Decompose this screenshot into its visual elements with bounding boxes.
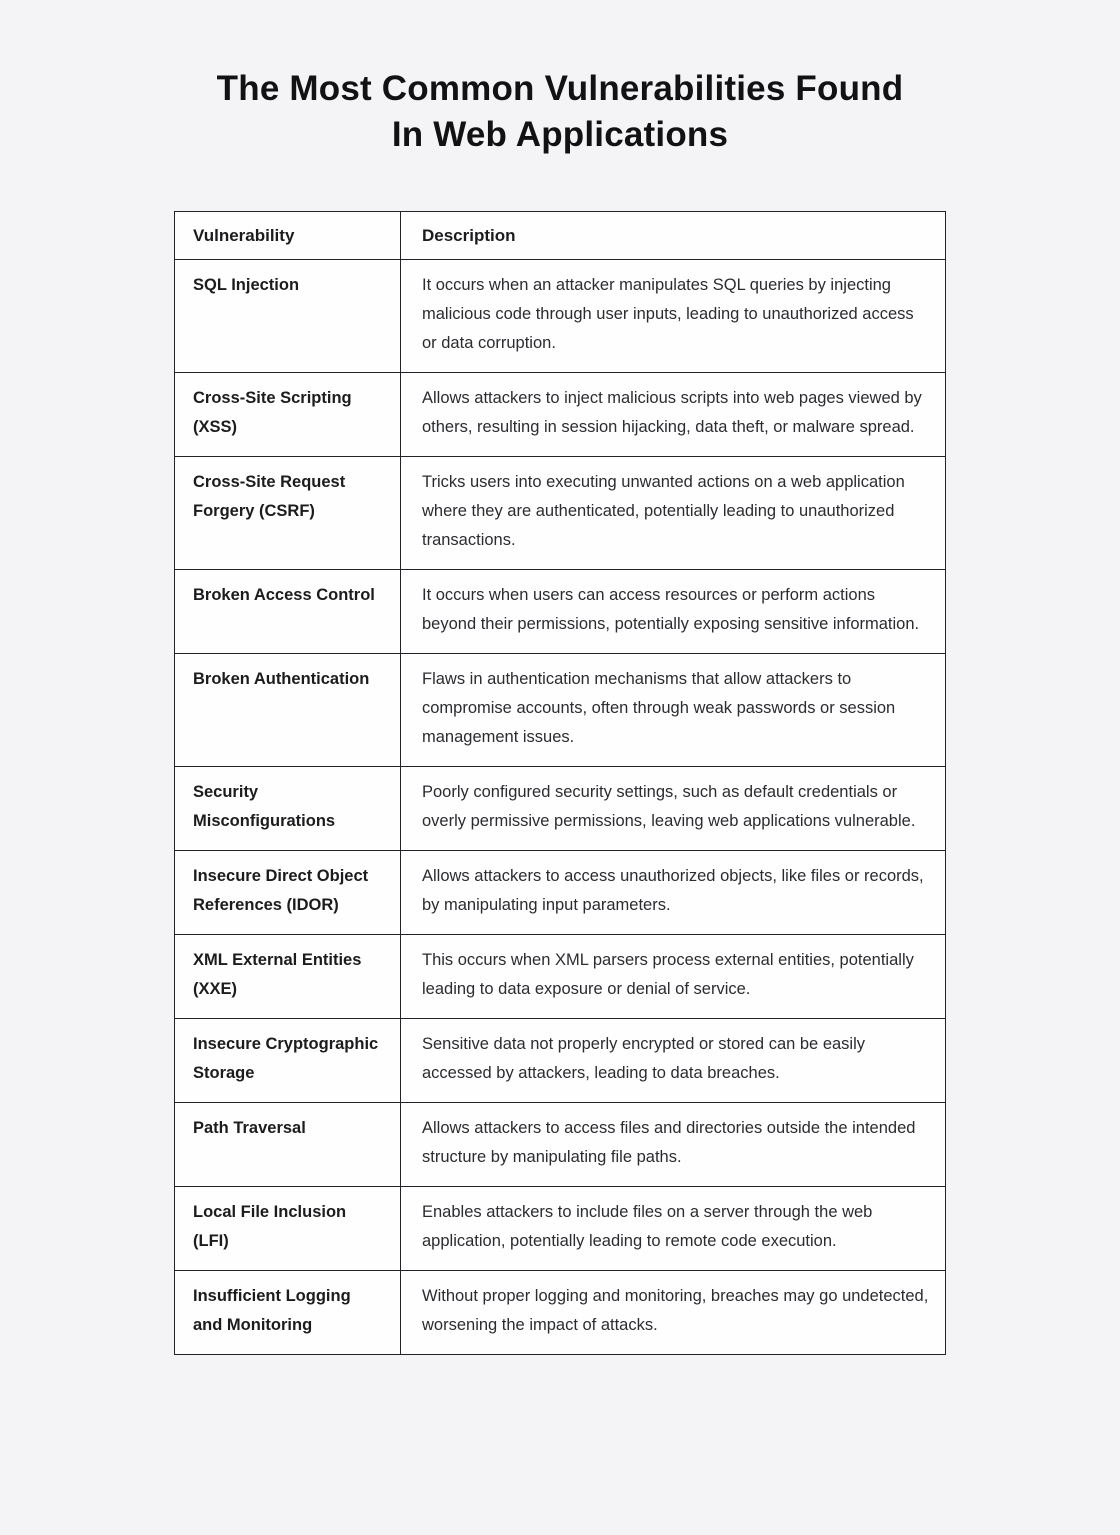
column-header-description: Description bbox=[401, 212, 946, 260]
table-row bbox=[175, 457, 946, 570]
vulnerability-description-cell: Allows attackers to inject malicious scripts into web pages viewed by others, resulting in session hijacking, data theft, or malware spread. bbox=[401, 373, 946, 457]
table-row bbox=[175, 767, 946, 851]
vulnerability-description-cell: Poorly configured security settings, such as default credentials or overly permissive permissions, leaving web applications vulnerable. bbox=[401, 767, 946, 851]
table-row bbox=[175, 570, 946, 654]
vulnerability-name-cell: Insufficient Logging and Monitoring bbox=[175, 1271, 401, 1355]
vulnerability-description-cell: Enables attackers to include files on a server through the web application, potentially leading to remote code execution. bbox=[401, 1187, 946, 1271]
page-title bbox=[0, 66, 1120, 158]
vulnerability-name-cell: Cross-Site Request Forgery (CSRF) bbox=[175, 457, 401, 570]
table-row bbox=[175, 1271, 946, 1355]
vulnerability-name-cell: SQL Injection bbox=[175, 260, 401, 373]
vulnerability-description-cell: Sensitive data not properly encrypted or stored can be easily accessed by attackers, leading to data breaches. bbox=[401, 1019, 946, 1103]
vulnerability-description-cell: This occurs when XML parsers process external entities, potentially leading to data exposure or denial of service. bbox=[401, 935, 946, 1019]
vulnerability-description-cell: Tricks users into executing unwanted actions on a web application where they are authenticated, potentially leading to unauthorized transactions. bbox=[401, 457, 946, 570]
vulnerability-name-cell: Insecure Cryptographic Storage bbox=[175, 1019, 401, 1103]
vulnerability-description-cell: Allows attackers to access unauthorized objects, like files or records, by manipulating input parameters. bbox=[401, 851, 946, 935]
vulnerability-name-cell: Broken Access Control bbox=[175, 570, 401, 654]
vulnerability-name-cell: Broken Authentication bbox=[175, 654, 401, 767]
table-row bbox=[175, 1019, 946, 1103]
page-title-line1: The Most Common Vulnerabilities Found bbox=[216, 69, 904, 108]
table-row bbox=[175, 654, 946, 767]
table-row bbox=[175, 851, 946, 935]
vulnerability-name-cell: Path Traversal bbox=[175, 1103, 401, 1187]
column-header-vulnerability: Vulnerability bbox=[175, 212, 401, 260]
vulnerability-description-cell: It occurs when users can access resources or perform actions beyond their permissions, potentially exposing sensitive information. bbox=[401, 570, 946, 654]
vulnerability-description-cell: Allows attackers to access files and directories outside the intended structure by manipulating file paths. bbox=[401, 1103, 946, 1187]
vulnerability-description-cell: Without proper logging and monitoring, breaches may go undetected, worsening the impact of attacks. bbox=[401, 1271, 946, 1355]
table-header bbox=[175, 212, 946, 260]
vulnerability-name-cell: Security Misconfigurations bbox=[175, 767, 401, 851]
vulnerability-name-cell: Insecure Direct Object References (IDOR) bbox=[175, 851, 401, 935]
vulnerability-description-cell: It occurs when an attacker manipulates SQL queries by injecting malicious code through user inputs, leading to unauthorized access or data corruption. bbox=[401, 260, 946, 373]
table-row bbox=[175, 373, 946, 457]
table-row bbox=[175, 260, 946, 373]
vulnerability-description-cell: Flaws in authentication mechanisms that allow attackers to compromise accounts, often through weak passwords or session management issues. bbox=[401, 654, 946, 767]
vulnerabilities-table bbox=[174, 211, 946, 1355]
vulnerability-name-cell: XML External Entities (XXE) bbox=[175, 935, 401, 1019]
vulnerability-name-cell: Cross-Site Scripting (XSS) bbox=[175, 373, 401, 457]
table-row bbox=[175, 935, 946, 1019]
table-header-row bbox=[175, 212, 946, 260]
table-row bbox=[175, 1187, 946, 1271]
page-title-line2: In Web Applications bbox=[391, 115, 729, 154]
table-row bbox=[175, 1103, 946, 1187]
vulnerability-name-cell: Local File Inclusion (LFI) bbox=[175, 1187, 401, 1271]
table-body bbox=[175, 260, 946, 1355]
